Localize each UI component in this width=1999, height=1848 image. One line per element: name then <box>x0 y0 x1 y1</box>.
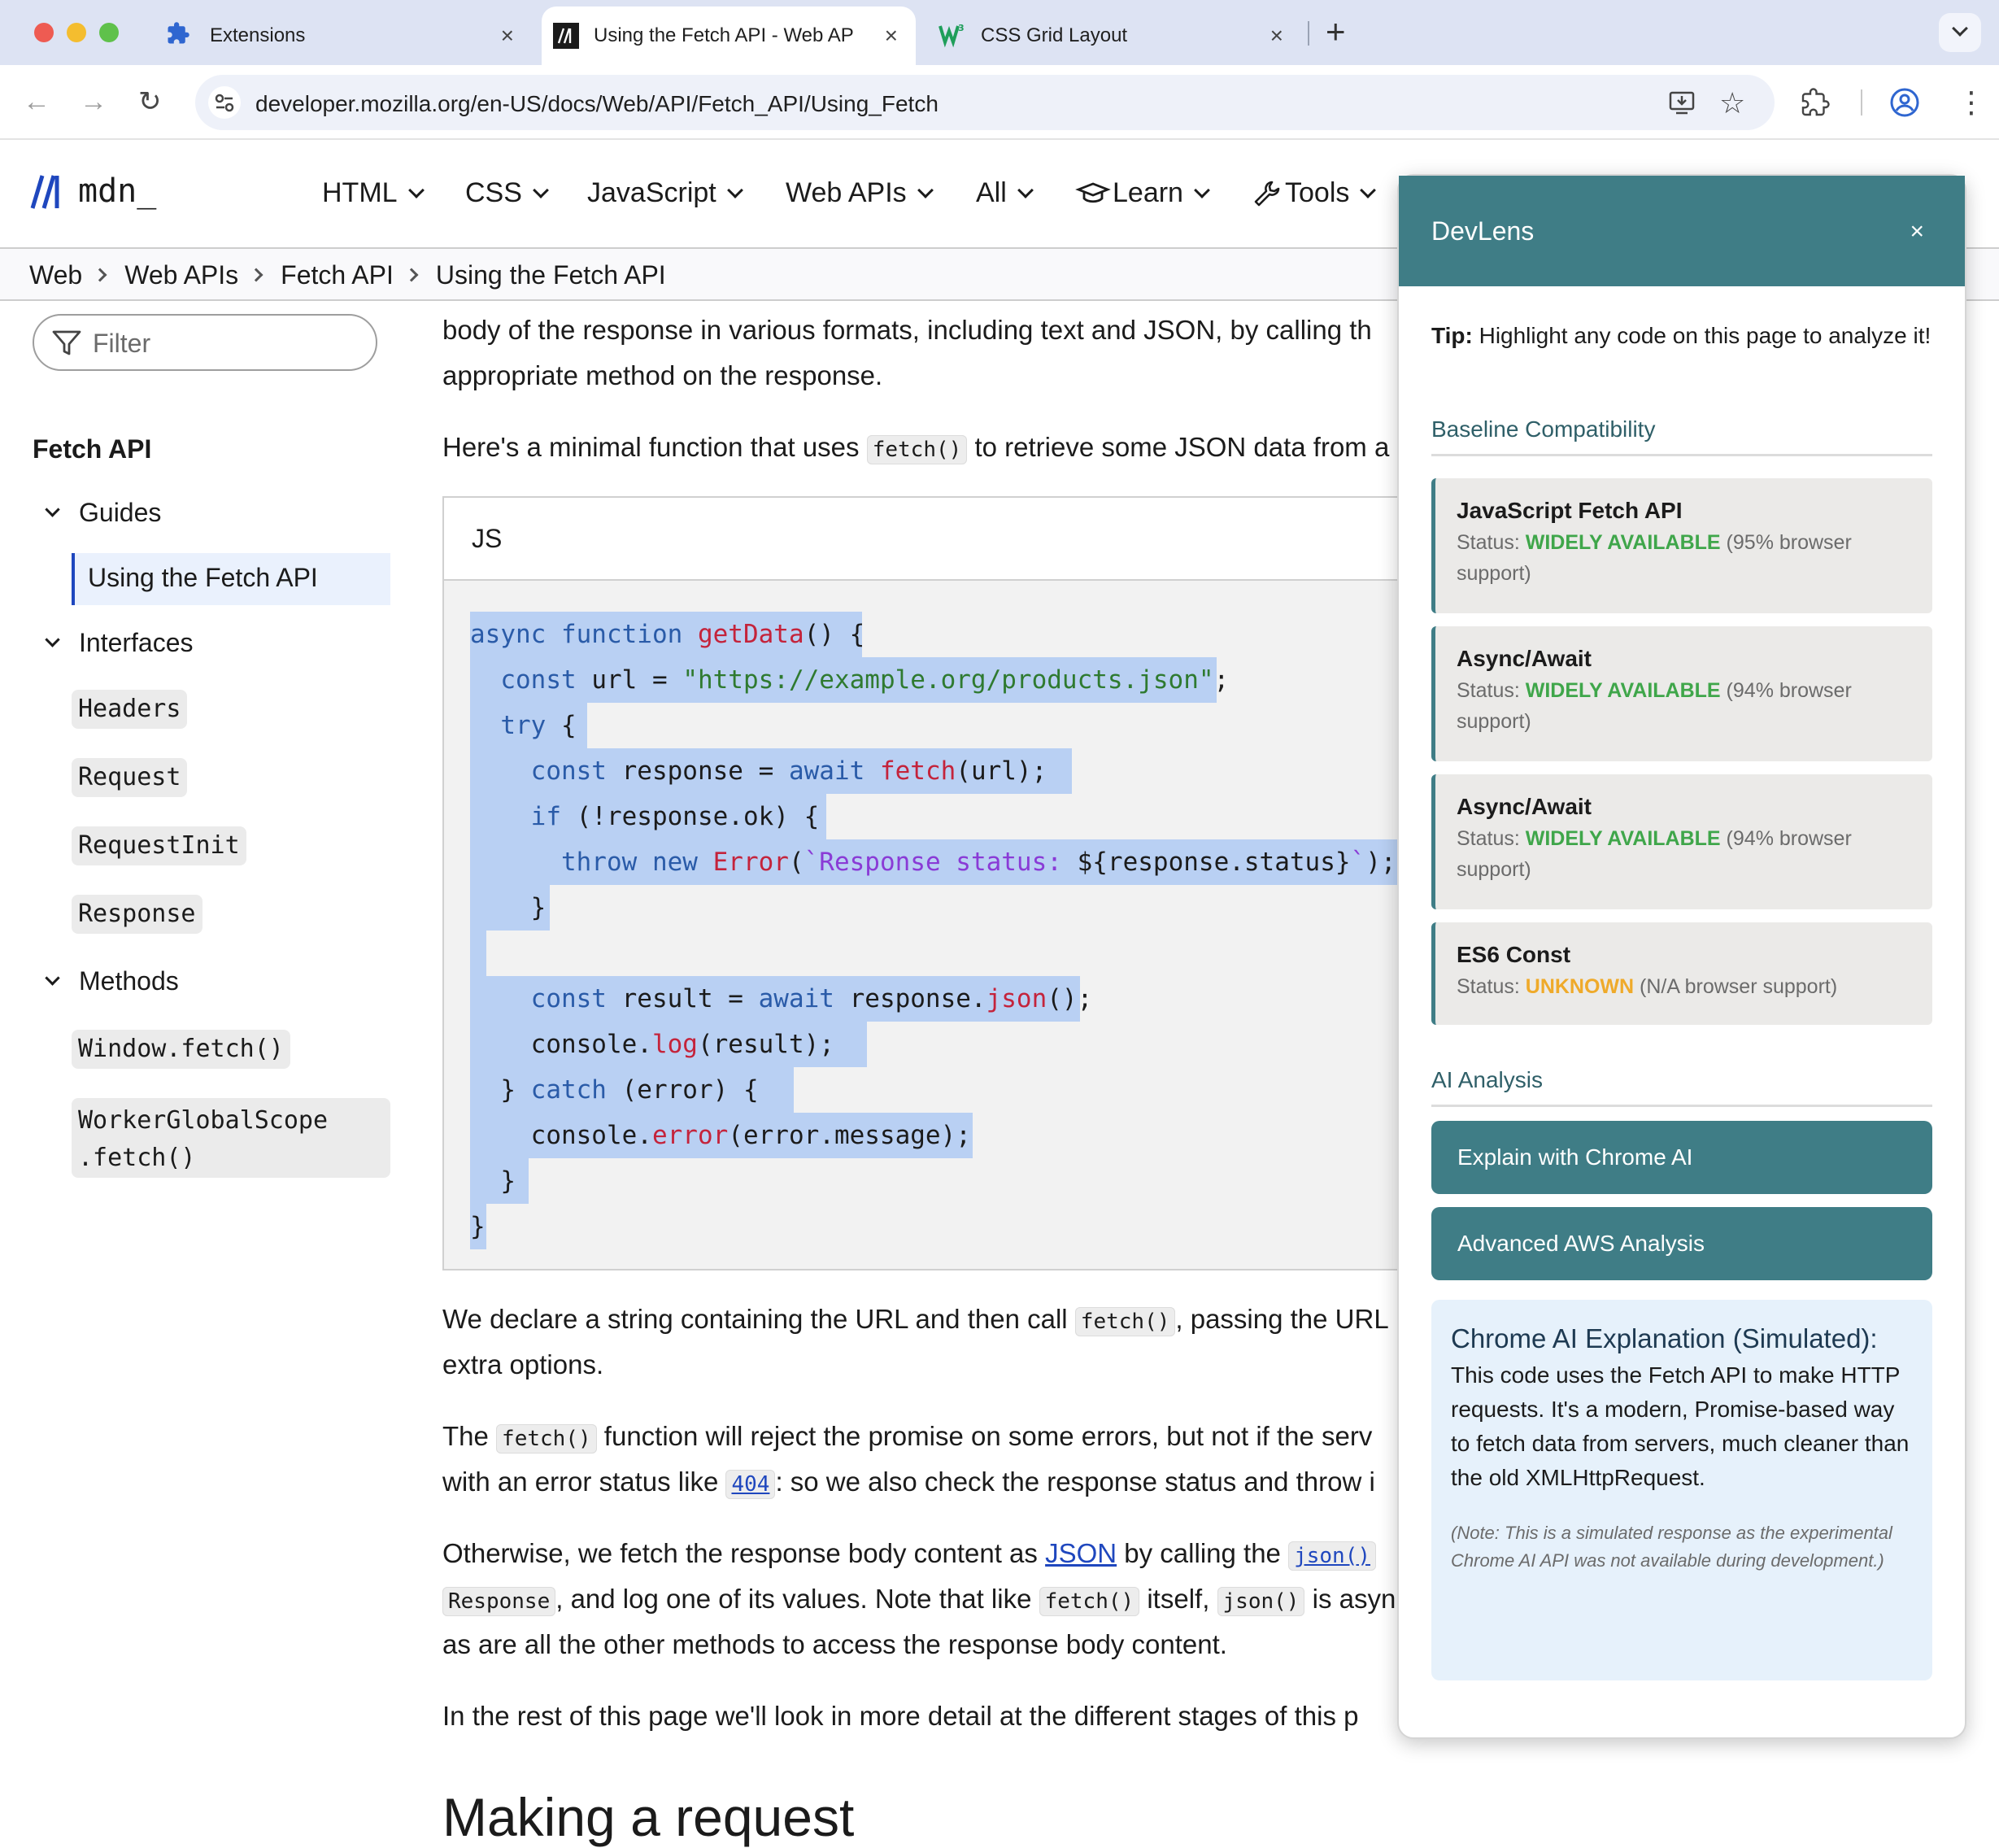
extensions-icon[interactable] <box>1801 88 1830 121</box>
sidebar-item-workerglobalscope-fetch[interactable] <box>72 1098 390 1178</box>
support-text: (94% browser support) <box>1457 827 1852 881</box>
text: Otherwise, we fetch the response body content as <box>442 1538 1046 1568</box>
compat-card-status <box>1457 971 1911 1002</box>
advanced-aws-analysis-button[interactable]: Advanced AWS Analysis <box>1431 1207 1932 1280</box>
code-language-label: JS <box>472 524 503 553</box>
breadcrumb-item[interactable]: Web <box>29 259 83 290</box>
tab-close-icon[interactable]: × <box>500 23 514 48</box>
nav-all[interactable] <box>976 177 1031 209</box>
ai-explanation-title: Chrome AI Explanation (Simulated): <box>1451 1323 1878 1353</box>
status-label: Status: <box>1457 679 1526 702</box>
status-label: Status: <box>1457 531 1526 554</box>
sidebar-heading[interactable]: Fetch API <box>33 434 152 464</box>
code-line: const result = await response.json(); <box>470 976 1080 1022</box>
filter-icon <box>50 327 83 360</box>
section-label: Guides <box>79 498 162 527</box>
inline-code: fetch() <box>867 435 968 464</box>
sidebar-item-response[interactable]: Response <box>72 895 203 934</box>
window-zoom-button[interactable] <box>99 23 119 42</box>
breadcrumb-item[interactable]: Fetch API <box>281 259 394 290</box>
compat-card <box>1431 774 1932 909</box>
text: extra options. <box>442 1349 604 1379</box>
chevron-down-icon <box>408 182 425 198</box>
inline-code: fetch() <box>1075 1307 1176 1336</box>
sidebar-item-window-fetch[interactable]: Window.fetch() <box>72 1030 290 1069</box>
paragraph <box>442 425 1389 473</box>
code-line: } <box>470 885 550 931</box>
status-label: Status: <box>1457 827 1526 850</box>
compat-card-name: JavaScript Fetch API <box>1457 498 1683 523</box>
paragraph <box>442 1459 1375 1507</box>
chevron-down-icon <box>917 182 934 198</box>
support-text: (94% browser support) <box>1457 679 1852 733</box>
section-heading: Making a request <box>442 1787 855 1847</box>
link-json-method[interactable]: json() <box>1288 1541 1376 1571</box>
mdn-favicon <box>553 23 579 49</box>
chevron-down-icon <box>45 502 59 516</box>
chevron-down-icon <box>1360 182 1376 198</box>
tab-css-grid[interactable] <box>927 7 1301 65</box>
compat-card-name: Async/Await <box>1457 646 1592 671</box>
svg-text:3: 3 <box>958 22 965 33</box>
compat-card-status <box>1457 675 1911 737</box>
text: with an error status like <box>442 1467 726 1497</box>
mdn-logo-text: mdn_ <box>78 172 157 210</box>
text: In the rest of this page we'll look in more detail at the different stages of this p <box>442 1701 1359 1731</box>
nav-tools[interactable] <box>1252 177 1374 209</box>
code-line: const url = "https://example.org/products.json"; <box>470 657 1217 703</box>
tab-divider <box>1308 21 1309 46</box>
browser-toolbar <box>0 65 1999 140</box>
tab-title: Using the Fetch API - Web AP <box>594 24 854 46</box>
w3schools-favicon <box>939 21 966 51</box>
paragraph <box>442 1531 1376 1579</box>
code-line: console.log(result); <box>470 1022 867 1067</box>
compat-card <box>1431 922 1932 1025</box>
tab-title: CSS Grid Layout <box>981 24 1128 46</box>
nav-learn[interactable] <box>1077 177 1208 209</box>
sidebar-item-label: Using the Fetch API <box>88 563 318 592</box>
toolbar-divider <box>1861 89 1862 116</box>
inline-code: Response <box>442 1587 555 1616</box>
compat-card-name: Async/Await <box>1457 794 1592 819</box>
reload-icon[interactable]: ↻ <box>138 86 162 117</box>
nav-label: HTML <box>322 177 398 208</box>
close-icon[interactable]: × <box>1910 218 1924 245</box>
mdn-logo-mark <box>29 174 68 210</box>
sidebar-section-interfaces[interactable] <box>42 628 194 658</box>
section-label: Interfaces <box>79 628 194 657</box>
chevron-down-icon <box>45 632 59 647</box>
ai-analysis-heading: AI Analysis <box>1431 1067 1932 1107</box>
bookmark-star-icon[interactable]: ☆ <box>1719 86 1746 120</box>
compat-card-status <box>1457 823 1911 885</box>
code-line: try { <box>470 703 587 748</box>
nav-html[interactable] <box>322 177 422 209</box>
text: We declare a string containing the URL and then call <box>442 1304 1075 1334</box>
sidebar-item-requestinit[interactable]: RequestInit <box>72 826 246 865</box>
link-json[interactable]: JSON <box>1045 1538 1117 1568</box>
site-info-icon[interactable] <box>208 86 241 119</box>
support-text: (95% browser support) <box>1457 531 1852 585</box>
compat-card <box>1431 626 1932 761</box>
ai-explanation-box <box>1431 1300 1932 1680</box>
status-value: WIDELY AVAILABLE <box>1525 679 1721 702</box>
breadcrumb-current[interactable]: Using the Fetch API <box>435 259 666 290</box>
status-value: WIDELY AVAILABLE <box>1525 531 1721 554</box>
sidebar-item-using-fetch[interactable] <box>72 553 390 605</box>
nav-label: All <box>976 177 1007 208</box>
graduation-cap-icon <box>1077 181 1109 206</box>
compat-card-name: ES6 Const <box>1457 942 1571 967</box>
ai-explanation-body: This code uses the Fetch API to make HTTP requests. It's a modern, Promise-based way to fetch data from servers, much cleaner than the old XMLHttpRequest. <box>1451 1362 1910 1490</box>
sidebar-item-label: .fetch() <box>78 1144 196 1172</box>
tab-close-icon[interactable]: × <box>884 23 898 48</box>
chevron-down-icon <box>1952 20 1968 37</box>
paragraph <box>442 1693 1359 1739</box>
link-404[interactable]: 404 <box>725 1470 775 1499</box>
text: : so we also check the response status and throw i <box>775 1467 1375 1497</box>
text: body of the response in various formats, including text and JSON, by calling th <box>442 315 1372 345</box>
filter-placeholder: Filter <box>93 329 151 358</box>
chevron-right-icon <box>250 268 263 282</box>
paragraph <box>442 1414 1372 1462</box>
devlens-panel <box>1397 174 1966 1739</box>
nav-web-apis[interactable] <box>786 177 931 209</box>
support-text: (N/A browser support) <box>1634 975 1838 998</box>
text: is asyn <box>1304 1584 1396 1614</box>
chevron-down-icon <box>727 182 743 198</box>
tab-close-icon[interactable]: × <box>1270 23 1283 48</box>
text: appropriate method on the response. <box>442 360 883 390</box>
devlens-title: DevLens <box>1431 216 1535 246</box>
breadcrumb-item[interactable]: Web APIs <box>124 259 239 290</box>
text: , and log one of its values. Note that like <box>555 1584 1039 1614</box>
chevron-down-icon <box>1194 182 1210 198</box>
sidebar-item-headers[interactable]: Headers <box>72 690 187 729</box>
text: The <box>442 1421 497 1451</box>
tab-extensions[interactable] <box>155 7 532 65</box>
code-line: if (!response.ok) { <box>470 794 826 839</box>
inline-code: fetch() <box>1039 1587 1140 1616</box>
section-label: Methods <box>79 966 179 996</box>
paragraph <box>442 1297 1389 1345</box>
sidebar-item-request[interactable]: Request <box>72 758 187 797</box>
code-line <box>470 931 486 976</box>
nav-label: Learn <box>1113 177 1183 208</box>
code-line: throw new Error(`Response status: ${response.status}`); <box>470 839 1404 885</box>
profile-icon[interactable] <box>1888 86 1921 123</box>
text: by calling the <box>1117 1538 1289 1568</box>
nav-label: Web APIs <box>786 177 907 208</box>
code-line: const response = await fetch(url); <box>470 748 1072 794</box>
inline-code: fetch() <box>496 1424 597 1454</box>
code-line: } <box>470 1204 486 1249</box>
chevron-right-icon <box>94 268 107 282</box>
explain-chrome-ai-button[interactable]: Explain with Chrome AI <box>1431 1121 1932 1194</box>
paragraph <box>442 1622 1227 1667</box>
window-close-button[interactable] <box>34 23 54 42</box>
compat-card <box>1431 478 1932 613</box>
paragraph <box>442 1342 603 1388</box>
tab-search-button[interactable] <box>1939 13 1981 52</box>
paragraph <box>442 1576 1396 1624</box>
nav-label: Tools <box>1285 177 1350 208</box>
menu-kebab-icon[interactable]: ⋮ <box>1957 85 1986 119</box>
text: itself, <box>1139 1584 1217 1614</box>
chevron-down-icon <box>1017 182 1034 198</box>
chevron-down-icon <box>45 970 59 985</box>
text: , passing the URL <box>1175 1304 1389 1334</box>
back-icon[interactable]: ← <box>23 86 50 117</box>
breadcrumb <box>29 257 666 293</box>
ai-explanation-note: (Note: This is a simulated response as the experimental Chrome AI API was not available during development.) <box>1451 1523 1892 1571</box>
code-line: } catch (error) { <box>470 1067 794 1113</box>
code-line: } <box>470 1158 529 1204</box>
install-app-icon[interactable] <box>1667 88 1696 121</box>
status-value: WIDELY AVAILABLE <box>1525 827 1721 850</box>
status-label: Status: <box>1457 975 1526 998</box>
puzzle-icon <box>166 21 190 51</box>
text: Here's a minimal function that uses <box>442 432 867 462</box>
tip-text: Highlight any code on this page to analyze it! <box>1472 323 1931 348</box>
paragraph <box>442 307 1372 353</box>
wrench-icon <box>1252 179 1282 208</box>
devlens-header <box>1399 176 1965 286</box>
sidebar-section-methods[interactable] <box>42 966 179 996</box>
tab-using-fetch-api[interactable] <box>542 7 916 65</box>
paragraph <box>442 353 882 399</box>
compat-card-status <box>1457 527 1911 589</box>
nav-javascript[interactable] <box>587 177 741 209</box>
code-header <box>444 498 1400 581</box>
text: to retrieve some JSON data from a <box>967 432 1390 462</box>
baseline-heading: Baseline Compatibility <box>1431 416 1932 456</box>
nav-label: JavaScript <box>587 177 716 208</box>
code-line: console.error(error.message); <box>470 1113 973 1158</box>
status-value: UNKNOWN <box>1525 975 1635 998</box>
nav-css[interactable] <box>465 177 547 209</box>
window-minimize-button[interactable] <box>67 23 86 42</box>
tip-label: Tip: <box>1431 323 1473 348</box>
url-text: developer.mozilla.org/en-US/docs/Web/API/Fetch_API/Using_Fetch <box>255 91 939 116</box>
devlens-tip <box>1431 319 1936 353</box>
browser-tab-strip <box>0 0 1999 65</box>
new-tab-button[interactable]: + <box>1326 12 1346 50</box>
code-example <box>442 496 1402 1270</box>
text: as are all the other methods to access the response body content. <box>442 1629 1227 1659</box>
chevron-down-icon <box>533 182 549 198</box>
sidebar-section-guides[interactable] <box>42 498 161 528</box>
tab-title: Extensions <box>210 24 306 46</box>
address-bar[interactable] <box>195 75 1775 130</box>
chevron-right-icon <box>404 268 418 282</box>
code-line: async function getData() { <box>470 612 862 657</box>
mdn-logo[interactable] <box>29 172 156 210</box>
sidebar-item-label: WorkerGlobalScope <box>78 1106 329 1135</box>
forward-icon[interactable]: → <box>80 86 107 117</box>
text: function will reject the promise on some errors, but not if the serv <box>596 1421 1373 1451</box>
sidebar-filter-input[interactable] <box>33 314 377 371</box>
inline-code: json() <box>1217 1587 1305 1616</box>
nav-label: CSS <box>465 177 522 208</box>
